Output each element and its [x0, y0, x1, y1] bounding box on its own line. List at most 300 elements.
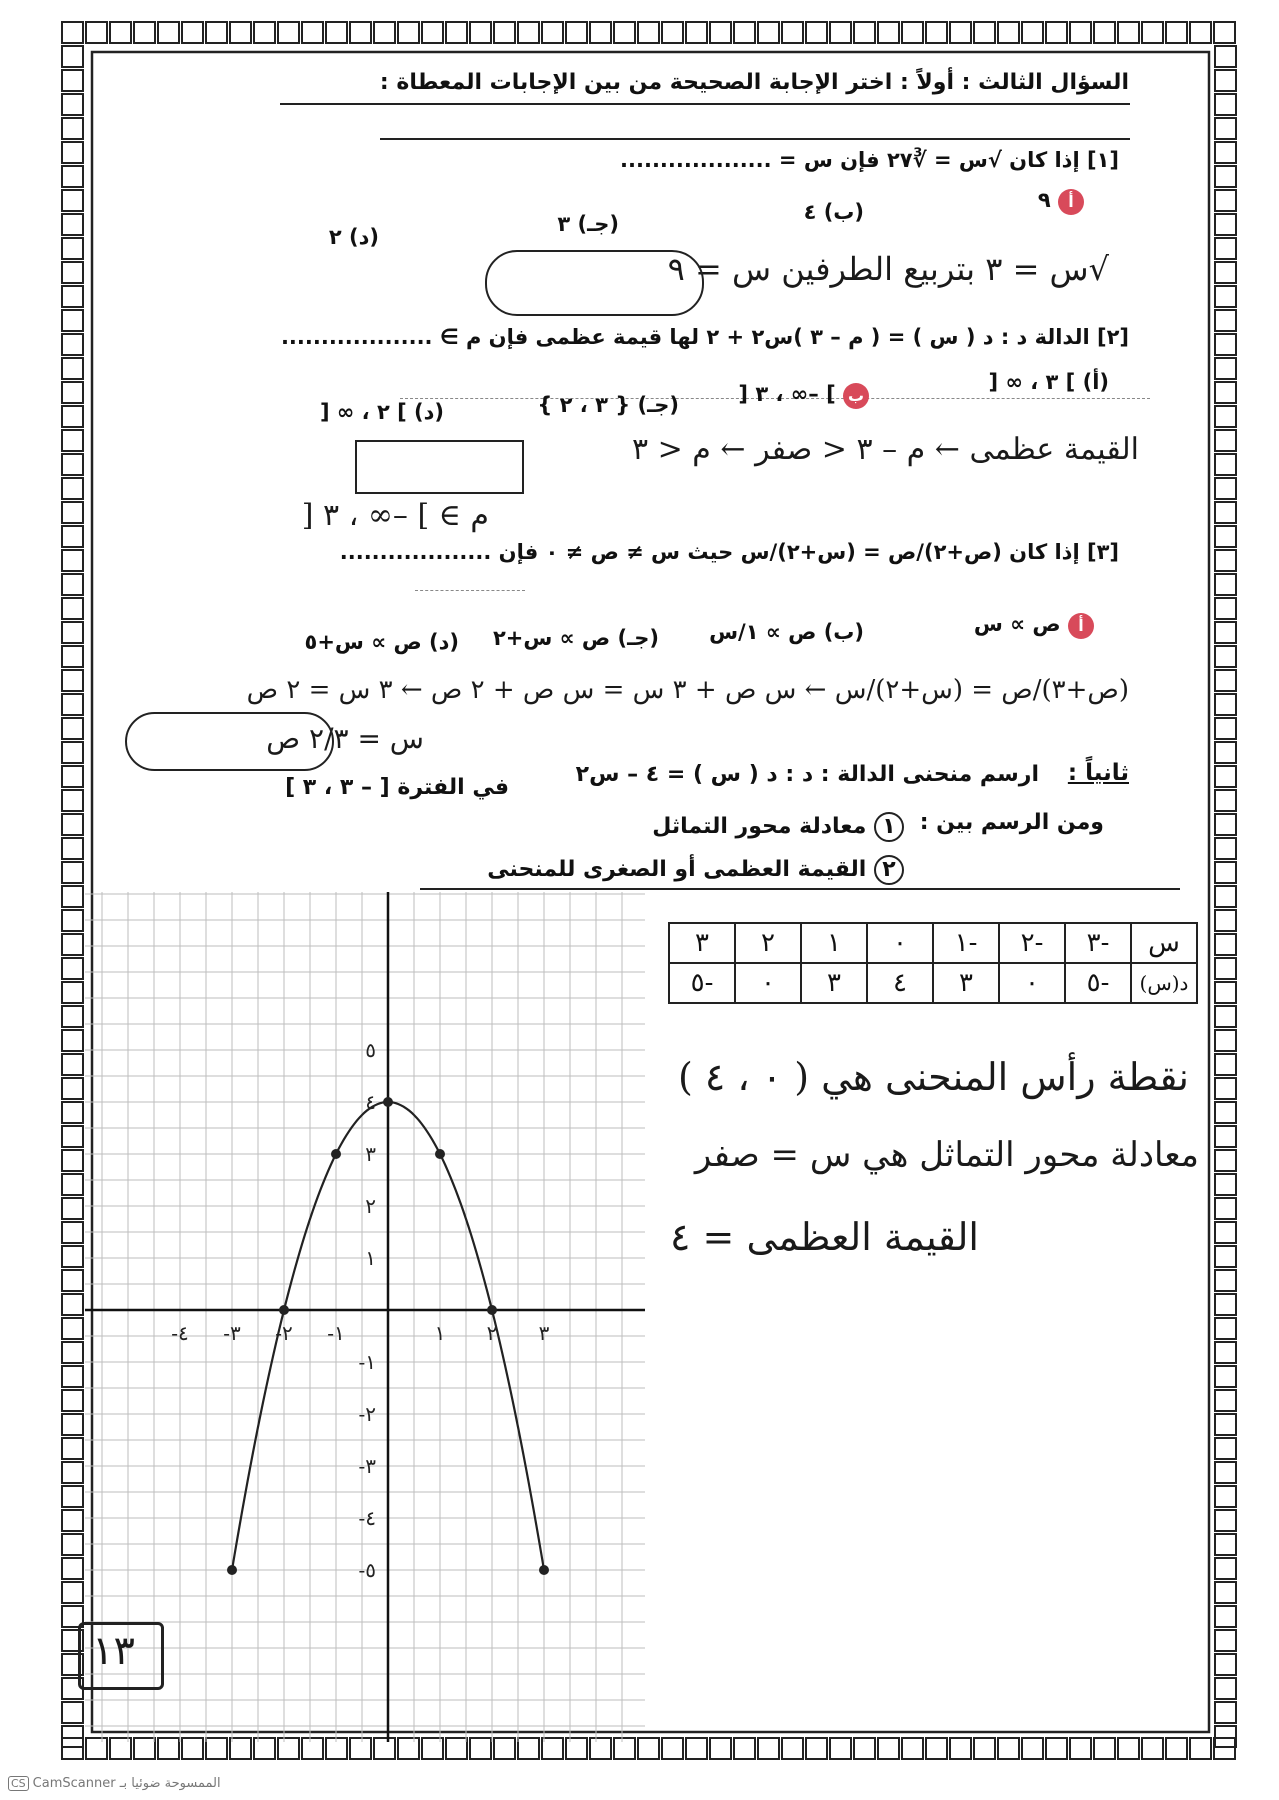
border-square [62, 214, 83, 235]
border-square [1215, 334, 1236, 355]
border-square [62, 1534, 83, 1555]
border-square [62, 598, 83, 619]
q3-option-b: (ب) ص ∝ ١/س [709, 620, 864, 644]
border-square [62, 1270, 83, 1291]
table-cell: ٤ [867, 963, 933, 1003]
border-square [1215, 118, 1236, 139]
border-square [62, 814, 83, 835]
border-square [1215, 430, 1236, 451]
border-square [62, 1738, 83, 1759]
border-square [62, 550, 83, 571]
border-square [1215, 286, 1236, 307]
border-square [734, 1738, 755, 1759]
x-tick-label: -٤ [171, 1321, 189, 1345]
border-square [1215, 1078, 1236, 1099]
number-one-icon: ١ [874, 812, 904, 842]
border-square [1215, 742, 1236, 763]
border-square [1022, 1738, 1043, 1759]
q2-option-b: ب ] –∞ ، ٣ [ [738, 382, 869, 409]
border-square [62, 118, 83, 139]
border-square [662, 1738, 683, 1759]
border-square [62, 1510, 83, 1531]
border-square [1215, 1534, 1236, 1555]
border-square [1215, 358, 1236, 379]
y-tick-label: ٢ [365, 1194, 376, 1218]
border-square [686, 1738, 707, 1759]
border-square [62, 1102, 83, 1123]
border-square [1070, 1738, 1091, 1759]
border-square [1022, 22, 1043, 43]
parabola-graph [85, 892, 645, 1742]
border-square [302, 22, 323, 43]
border-square [494, 22, 515, 43]
border-square [734, 22, 755, 43]
border-square [62, 1414, 83, 1435]
plot-point [487, 1305, 497, 1315]
border-square [1215, 718, 1236, 739]
border-square [62, 526, 83, 547]
border-square [1215, 550, 1236, 571]
border-square [710, 22, 731, 43]
border-square [1070, 22, 1091, 43]
q2-answer-box [355, 440, 524, 494]
plot-point [435, 1149, 445, 1159]
border-square [1215, 70, 1236, 91]
border-square [614, 22, 635, 43]
border-square [1094, 1738, 1115, 1759]
border-square [998, 1738, 1019, 1759]
border-square [1215, 478, 1236, 499]
border-square [62, 70, 83, 91]
q3-stem-underline [415, 590, 525, 591]
y-tick-label: -٣ [358, 1454, 376, 1478]
border-square [62, 142, 83, 163]
border-square [806, 1738, 827, 1759]
border-square [1215, 862, 1236, 883]
y-tick-label: ١ [365, 1246, 376, 1270]
border-square [206, 22, 227, 43]
border-square [422, 22, 443, 43]
border-square [686, 22, 707, 43]
plot-point [539, 1565, 549, 1575]
border-square [62, 1294, 83, 1315]
border-square [1215, 1294, 1236, 1315]
part2-instruction: ارسم منحنى الدالة : د : د ( س ) = ٤ – س٢ [575, 762, 1039, 787]
border-square [110, 22, 131, 43]
border-square [62, 1390, 83, 1411]
border-square [62, 1054, 83, 1075]
table-cell: ٣ [669, 923, 735, 963]
border-square [1215, 1270, 1236, 1291]
border-square [1215, 1054, 1236, 1075]
scanner-footer: CS CamScanner الممسوحة ضوئيا بـ [8, 1776, 221, 1791]
selected-mark-icon: ب [843, 383, 869, 409]
border-square [62, 430, 83, 451]
part2-label: ثانياً : [1067, 760, 1129, 786]
border-square [62, 1030, 83, 1051]
table-row-x [669, 923, 1197, 963]
border-square [1214, 22, 1235, 43]
border-square [326, 22, 347, 43]
border-square [446, 22, 467, 43]
border-square [1215, 1558, 1236, 1579]
border-square [1215, 1174, 1236, 1195]
border-square [1215, 190, 1236, 211]
border-square [1215, 214, 1236, 235]
q2-handwritten-line1: القيمة عظمى ← م – ٣ < صفر ← م < ٣ [631, 432, 1139, 467]
border-square [1214, 1738, 1235, 1759]
selected-mark-icon: أ [1058, 189, 1084, 215]
border-square [1215, 670, 1236, 691]
border-square [350, 22, 371, 43]
border-square [1215, 1126, 1236, 1147]
q1-answer-circle [485, 250, 704, 316]
x-tick-label: -١ [327, 1321, 345, 1345]
border-square [854, 1738, 875, 1759]
border-square [254, 22, 275, 43]
border-square [1215, 1222, 1236, 1243]
border-square [1215, 694, 1236, 715]
y-tick-label: -٥ [358, 1558, 376, 1582]
border-square [1215, 1030, 1236, 1051]
border-square [1215, 526, 1236, 547]
subtitle-underline [380, 138, 1130, 140]
q3-handwritten-line2: س = ٢/٣ ص [266, 722, 424, 755]
border-square [1215, 1246, 1236, 1267]
border-square [62, 982, 83, 1003]
part2-separator [420, 888, 1180, 890]
x-tick-label: ٣ [538, 1321, 550, 1345]
border-square [62, 190, 83, 211]
border-square [950, 22, 971, 43]
border-square [1215, 934, 1236, 955]
border-square [1215, 1606, 1236, 1627]
border-square [62, 502, 83, 523]
border-square [62, 310, 83, 331]
border-square [1215, 1510, 1236, 1531]
table-cell: -٥ [1065, 963, 1131, 1003]
x-tick-label: ٢ [486, 1321, 498, 1345]
border-square [62, 1078, 83, 1099]
border-square [1215, 910, 1236, 931]
border-square [62, 766, 83, 787]
border-square [1215, 1150, 1236, 1171]
border-square [878, 1738, 899, 1759]
border-square [1215, 886, 1236, 907]
border-square [62, 670, 83, 691]
q2-option-a: (أ) ] ٣ ، ∞ [ [988, 370, 1109, 394]
border-square [1215, 502, 1236, 523]
border-square [1142, 22, 1163, 43]
value-table [668, 922, 1198, 1004]
border-square [62, 838, 83, 859]
y-tick-label: -١ [358, 1350, 376, 1374]
border-square [62, 934, 83, 955]
border-square [1190, 1738, 1211, 1759]
q1-option-d: (د) ٢ [328, 225, 379, 249]
q2-option-c: (جـ) { ٣ ، ٢ } [537, 393, 679, 417]
border-square [1166, 22, 1187, 43]
border-square [62, 790, 83, 811]
border-square [1215, 454, 1236, 475]
border-square [1215, 982, 1236, 1003]
plot-point [227, 1565, 237, 1575]
q3-stem: [٣] إذا كان (ص+٢)/ص = (س+٢)/س حيث س ≠ ص ≠ ٠ فإن ................... [339, 540, 1119, 564]
border-square [62, 574, 83, 595]
table-cell: -٣ [1065, 923, 1131, 963]
border-square [62, 1150, 83, 1171]
y-tick-label: -٤ [358, 1506, 376, 1530]
y-tick-label: ٥ [365, 1038, 376, 1062]
border-square [62, 910, 83, 931]
border-square [62, 718, 83, 739]
part2-item-1: ١ معادلة محور التماثل [652, 812, 904, 842]
border-square [1118, 22, 1139, 43]
border-square [278, 22, 299, 43]
border-square [1215, 166, 1236, 187]
answer-vertex: نقطة رأس المنحنى هي ( ٠ ، ٤ ) [678, 1055, 1189, 1099]
border-square [374, 22, 395, 43]
border-square [62, 286, 83, 307]
border-square [1215, 406, 1236, 427]
plot-point [279, 1305, 289, 1315]
border-square [158, 22, 179, 43]
border-square [518, 22, 539, 43]
y-tick-label: ٤ [365, 1090, 376, 1114]
q1-option-a: أ ٩ [1038, 188, 1084, 215]
border-square [1215, 382, 1236, 403]
border-square [62, 1726, 83, 1747]
border-square [62, 622, 83, 643]
border-square [1142, 1738, 1163, 1759]
border-square [1046, 22, 1067, 43]
border-square [1215, 1390, 1236, 1411]
x-tick-label: ١ [434, 1321, 446, 1345]
border-square [974, 22, 995, 43]
border-square [830, 22, 851, 43]
plot-point [331, 1149, 341, 1159]
border-square [62, 1702, 83, 1723]
border-square [1215, 766, 1236, 787]
border-square [62, 1246, 83, 1267]
border-square [1215, 1462, 1236, 1483]
border-square [1215, 1486, 1236, 1507]
border-square [902, 1738, 923, 1759]
border-square [62, 1006, 83, 1027]
border-square [710, 1738, 731, 1759]
border-square [998, 22, 1019, 43]
border-square [62, 94, 83, 115]
border-square [62, 862, 83, 883]
part2-interval: في الفترة [ – ٣ ، ٣ ] [285, 775, 509, 800]
border-square [1215, 238, 1236, 259]
border-square [62, 646, 83, 667]
x-tick-label: -٢ [275, 1321, 293, 1345]
border-square [926, 22, 947, 43]
table-header-y: د(س) [1131, 963, 1197, 1003]
camscanner-logo-icon: CS [8, 1776, 29, 1791]
border-square [1215, 838, 1236, 859]
table-cell: ٠ [735, 963, 801, 1003]
border-square [1215, 1702, 1236, 1723]
border-square [62, 262, 83, 283]
border-square [1215, 1726, 1236, 1747]
border-square [62, 454, 83, 475]
border-square [1215, 1438, 1236, 1459]
border-square [62, 1486, 83, 1507]
border-square [806, 22, 827, 43]
border-square [182, 22, 203, 43]
table-cell: ١ [801, 923, 867, 963]
answer-max: القيمة العظمى = ٤ [670, 1215, 979, 1259]
table-cell: -١ [933, 923, 999, 963]
q1-option-c: (جـ) ٣ [557, 212, 619, 236]
q3-handwritten-line1: (ص+٣)/ص = (س+٢)/س ← س ص + ٣ س = س ص + ٢ ص ← ٣ س = ٢ ص [246, 675, 1129, 705]
border-square [62, 1582, 83, 1603]
border-square [1215, 46, 1236, 67]
border-square [62, 166, 83, 187]
border-square [1215, 142, 1236, 163]
border-square [1190, 22, 1211, 43]
border-square [62, 1318, 83, 1339]
border-square [926, 1738, 947, 1759]
border-square [1215, 646, 1236, 667]
border-square [1166, 1738, 1187, 1759]
q2-handwritten-line2: م ∋ ] –∞ ، ٣ [ [301, 498, 489, 533]
border-square [1118, 1738, 1139, 1759]
border-square [62, 958, 83, 979]
q3-option-d: (د) ص ∝ س+٥ [304, 630, 459, 654]
selected-mark-icon: أ [1068, 613, 1094, 639]
border-square [1215, 1630, 1236, 1651]
border-square [590, 22, 611, 43]
border-square [62, 406, 83, 427]
border-square [1215, 1366, 1236, 1387]
table-cell: ٠ [999, 963, 1065, 1003]
border-square [638, 22, 659, 43]
border-square [134, 22, 155, 43]
q3-option-c: (جـ) ص ∝ س+٢ [492, 626, 659, 650]
border-square [62, 1438, 83, 1459]
border-square [230, 22, 251, 43]
y-tick-label: -٢ [358, 1402, 376, 1426]
table-cell: -٢ [999, 923, 1065, 963]
border-square [62, 1462, 83, 1483]
border-square [1094, 22, 1115, 43]
border-square [854, 22, 875, 43]
border-square [62, 1126, 83, 1147]
border-square [86, 22, 107, 43]
q3-option-a: أ ص ∝ س [974, 612, 1094, 639]
border-square [62, 1198, 83, 1219]
border-square [1215, 1582, 1236, 1603]
border-square [1215, 1198, 1236, 1219]
border-square [1215, 1318, 1236, 1339]
border-square [62, 22, 83, 43]
q1-handwritten-solution: √س = ٣ بتربيع الطرفين س = ٩ [667, 250, 1109, 288]
part2-item-2: ٢ القيمة العظمى أو الصغرى للمنحنى [487, 855, 904, 885]
border-square [1215, 262, 1236, 283]
border-square [62, 1222, 83, 1243]
border-square [1215, 598, 1236, 619]
border-square [902, 22, 923, 43]
border-square [1215, 1006, 1236, 1027]
border-square [1215, 1654, 1236, 1675]
border-square [62, 358, 83, 379]
border-square [62, 742, 83, 763]
border-square [974, 1738, 995, 1759]
border-square [1215, 310, 1236, 331]
border-square [62, 694, 83, 715]
q2-option-d: (د) ] ٢ ، ∞ [ [319, 400, 444, 424]
border-square [62, 478, 83, 499]
border-square [1215, 574, 1236, 595]
border-square [782, 1738, 803, 1759]
table-cell: ٢ [735, 923, 801, 963]
page-number: ١٣ [92, 1628, 135, 1674]
q2-stem: [٢] الدالة د : د ( س ) = ( م – ٣ )س٢ + ٢ لها قيمة عظمى فإن م ∋ ................... [280, 325, 1129, 349]
border-square [62, 334, 83, 355]
plot-point [383, 1097, 393, 1107]
title-underline [280, 103, 1130, 105]
border-square [566, 22, 587, 43]
border-square [62, 1558, 83, 1579]
border-square [62, 238, 83, 259]
q3-answer-circle [125, 712, 334, 771]
border-square [1215, 622, 1236, 643]
table-cell: -٥ [669, 963, 735, 1003]
border-square [62, 1174, 83, 1195]
border-square [1046, 1738, 1067, 1759]
table-row-y [669, 963, 1197, 1003]
border-square [758, 22, 779, 43]
border-square [950, 1738, 971, 1759]
number-two-icon: ٢ [874, 855, 904, 885]
table-cell: ٣ [801, 963, 867, 1003]
border-square [1215, 790, 1236, 811]
answer-axis: معادلة محور التماثل هي س = صفر [694, 1135, 1199, 1175]
border-square [62, 1342, 83, 1363]
border-square [470, 22, 491, 43]
border-square [62, 886, 83, 907]
border-square [782, 22, 803, 43]
border-square [542, 22, 563, 43]
border-square [62, 1366, 83, 1387]
border-square [662, 22, 683, 43]
border-square [62, 46, 83, 67]
table-header-x: س [1131, 923, 1197, 963]
border-square [1215, 1414, 1236, 1435]
border-square [1215, 94, 1236, 115]
border-square [1215, 814, 1236, 835]
question-title: السؤال الثالث : أولاً : اختر الإجابة الصحيحة من بين الإجابات المعطاة : [379, 70, 1129, 95]
q1-option-b: (ب) ٤ [803, 200, 864, 224]
border-square [830, 1738, 851, 1759]
border-square [758, 1738, 779, 1759]
border-square [1215, 958, 1236, 979]
q1-stem: [١] إذا كان √س = ∛٢٧ فإن س = ................... [620, 148, 1119, 172]
border-square [62, 382, 83, 403]
x-tick-label: -٣ [223, 1321, 241, 1345]
y-tick-label: ٣ [365, 1142, 376, 1166]
part2-from-graph: ومن الرسم بين : [919, 810, 1104, 835]
border-square [878, 22, 899, 43]
border-square [1215, 1342, 1236, 1363]
border-square [1215, 1678, 1236, 1699]
table-cell: ٠ [867, 923, 933, 963]
border-square [1215, 1102, 1236, 1123]
table-cell: ٣ [933, 963, 999, 1003]
